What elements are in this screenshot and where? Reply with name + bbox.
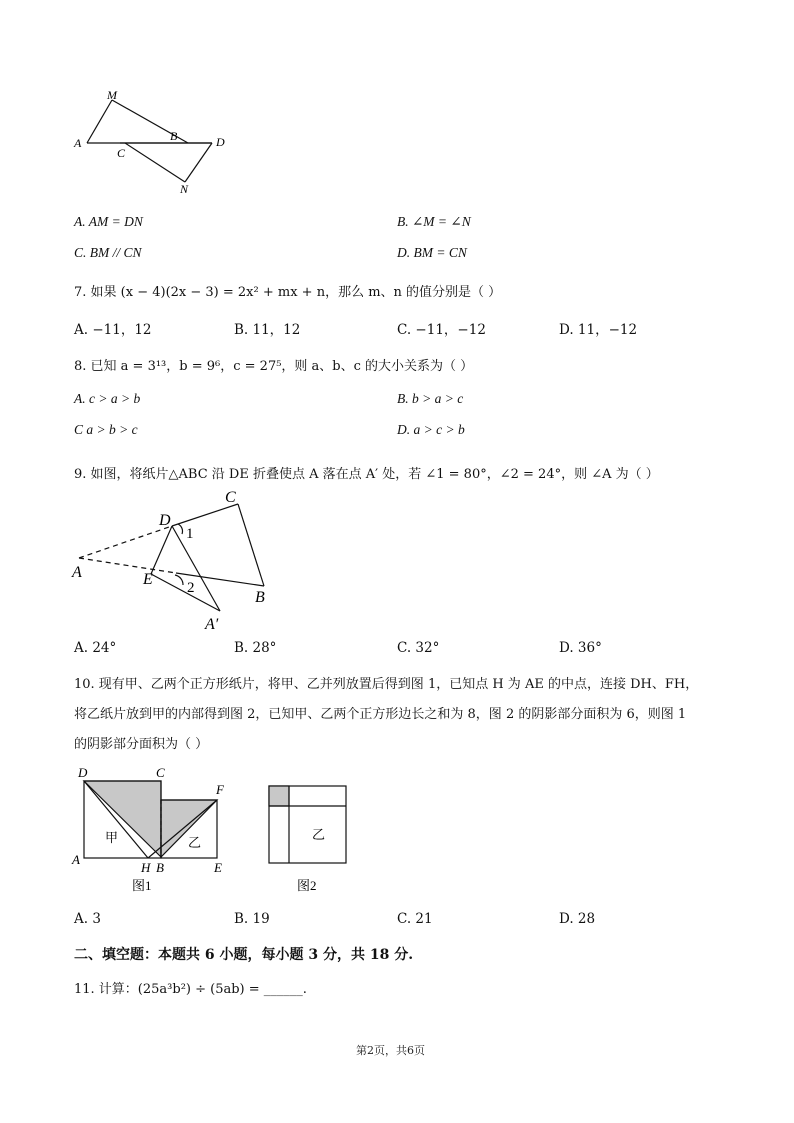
label-b: B (156, 860, 164, 875)
label-c: C (117, 146, 126, 160)
q10-option-d: D. 28 (559, 911, 596, 927)
q9-question: 9. 如图，将纸片△ABC 沿 DE 折叠使点 A 落在点 A′ 处，若 ∠1 = 80°，∠2 = 24°，则 ∠A 为（ ） (74, 467, 659, 482)
q7-option-c: C. −11，−12 (397, 322, 486, 338)
label-a: A (72, 852, 80, 867)
q10-option-b: B. 19 (234, 911, 270, 927)
label-a: A (72, 564, 82, 581)
q7-option-d: D. 11，−12 (559, 322, 638, 338)
q11-question: 11. 计算：(25a³b²) ÷ (5ab) = ______. (74, 982, 307, 997)
label-h: H (141, 860, 151, 875)
label-d: D (216, 135, 225, 149)
q8-option-b: B. b > a > c (397, 391, 464, 406)
q9-figure (65, 485, 285, 635)
label-a: A (74, 136, 82, 150)
q9-option-c: C. 32° (397, 640, 440, 656)
label-b: B (170, 129, 178, 143)
q6-option-c: C. BM // CN (74, 245, 142, 260)
q7-option-b: B. 11，12 (234, 322, 301, 338)
q10-question-line3: 的阴影部分面积为（ ） (74, 737, 209, 752)
q8-option-a: A. c > a > b (74, 391, 141, 406)
label-d: D (159, 512, 171, 529)
label-e: E (143, 571, 153, 588)
caption-fig2: 图2 (297, 878, 317, 893)
label-d: D (78, 765, 88, 780)
label-b: B (255, 589, 265, 606)
q9-option-a: A. 24° (74, 640, 117, 656)
q6-option-d: D. BM = CN (397, 245, 467, 260)
q6-figure (70, 85, 240, 195)
q9-option-d: D. 36° (559, 640, 602, 656)
label-angle-1: 1 (186, 526, 194, 542)
label-f: F (216, 782, 224, 797)
section-heading: 二、填空题：本题共 6 小题，每小题 3 分，共 18 分. (74, 947, 414, 963)
q10-figure-1 (70, 762, 240, 897)
q7-question: 7. 如果 (x − 4)(2x − 3) = 2x² + mx + n，那么 m、n 的值分别是（ ） (74, 285, 502, 300)
q10-question-line1: 10. 现有甲、乙两个正方形纸片，将甲、乙并列放置后得到图 1，已知点 H 为 AE 的中点，连接 DH、FH， (74, 677, 699, 692)
label-n: N (180, 182, 189, 195)
q9-option-b: B. 28° (234, 640, 277, 656)
label-e: E (214, 860, 222, 875)
q10-option-a: A. 3 (74, 911, 101, 927)
q8-option-c: C a > b > c (74, 422, 138, 437)
q10-option-c: C. 21 (397, 911, 433, 927)
label-c: C (225, 489, 236, 506)
q10-figure-2 (265, 782, 355, 897)
label-m: M (107, 88, 117, 102)
label-c: C (156, 765, 165, 780)
q8-option-d: D. a > c > b (397, 422, 465, 437)
q10-question-line2: 将乙纸片放到甲的内部得到图 2，已知甲、乙两个正方形边长之和为 8，图 2 的阴影部分面积为 6，则图 1 (74, 707, 687, 722)
label-yi-fig2: 乙 (312, 827, 326, 842)
label-a-prime: A′ (205, 616, 219, 633)
page-footer: 第2页，共6页 (356, 1044, 425, 1057)
q7-option-a: A. −11，12 (74, 322, 152, 338)
q6-option-b: B. ∠M = ∠N (397, 214, 471, 229)
label-angle-2: 2 (187, 580, 195, 596)
label-yi: 乙 (188, 835, 202, 850)
caption-fig1: 图1 (132, 878, 152, 893)
q8-question: 8. 已知 a = 3¹³，b = 9⁶，c = 27⁵，则 a、b、c 的大小关系为（ ） (74, 359, 474, 374)
q6-option-a: A. AM = DN (74, 214, 143, 229)
label-jia: 甲 (105, 830, 119, 845)
